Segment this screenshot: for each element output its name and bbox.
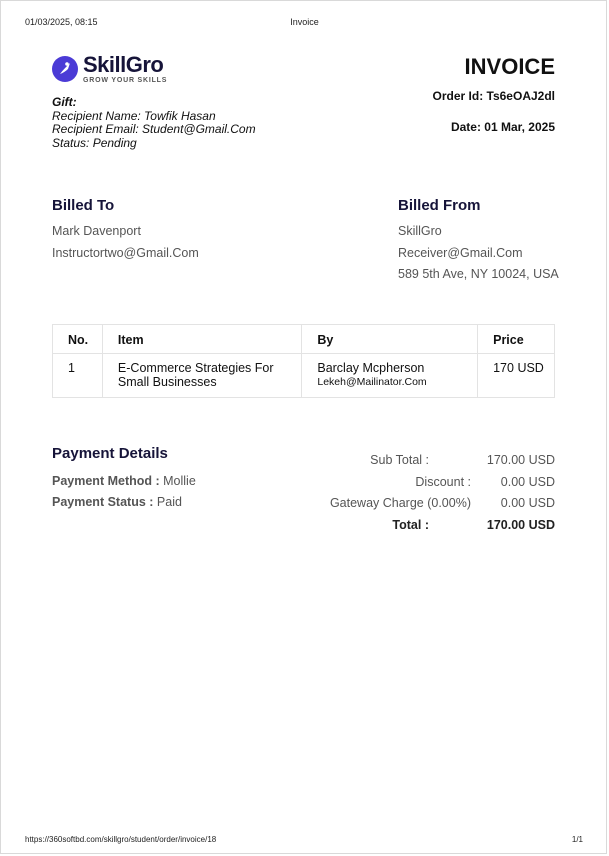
print-title: Invoice [290,17,319,27]
billed-from [398,197,559,286]
billed-to-heading: Billed To [52,197,115,214]
invoice-date: Date: 01 Mar, 2025 [450,120,555,134]
row-by-email: Lekeh@Mailinator.Com [317,376,427,388]
billed-to-email: Instructortwo@Gmail.Com [52,245,199,260]
row-no: 1 [53,354,103,398]
logo-mark-icon [52,56,78,82]
column-header-price: Price [478,325,555,354]
row-item: E-Commerce Strategies For Small Businesses [102,354,301,398]
gift-title: Gift: [52,95,77,109]
discount-label: Discount : [415,474,471,489]
payment-method-label: Payment Method : [52,474,160,488]
brand-tagline: GROW YOUR SKILLS [83,77,168,84]
total-value: 170.00 USD [486,517,555,532]
gift-recipient-email: Recipient Email: Student@Gmail.Com [52,122,256,136]
order-id: Order Id: Ts6eOAJ2dl [432,89,555,103]
gateway-label: Gateway Charge (0.00%) [329,496,471,510]
payment-status [52,492,196,513]
discount-value: 0.00 USD [500,474,555,489]
print-page-number: 1/1 [571,835,583,844]
subtotal-label: Sub Total : [370,453,429,467]
row-by [302,354,478,398]
total-label: Total : [392,517,429,532]
row-by-name: Barclay Mcpherson [317,361,425,375]
brand-name: SkillGro [83,52,164,77]
gateway-value: 0.00 USD [500,496,555,510]
payment-status-value: Paid [156,495,182,509]
gift-status: Status: Pending [52,135,137,150]
billed-from-name: SkillGro [398,224,442,238]
payment-method-value: Mollie [163,474,196,488]
billed-to [52,197,199,264]
gift-recipient-name: Recipient Name: Towfik Hasan [52,108,216,123]
column-header-by: By [302,325,478,354]
print-date: 01/03/2025, 08:15 [25,17,98,27]
skillgro-logo [52,54,167,84]
payment-status-label: Payment Status : [52,495,154,509]
payment-method [52,471,196,492]
payment-heading: Payment Details [52,445,168,462]
invoice-header [433,54,555,134]
billed-to-name: Mark Davenport [52,224,141,238]
gift-info [52,96,256,150]
row-price: 170 USD [478,354,555,398]
invoice-items-table [52,324,555,398]
subtotal-value: 170.00 USD [486,453,555,467]
invoice-title: INVOICE [464,54,555,79]
column-header-no: No. [53,325,103,354]
payment-details [52,445,196,513]
table-row [53,354,555,398]
table-header-row [53,325,555,354]
billed-from-heading: Billed From [398,197,481,214]
totals-values [487,450,555,536]
column-header-item: Item [102,325,301,354]
totals-labels [300,450,471,536]
billed-from-email: Receiver@Gmail.Com [398,245,523,260]
billed-from-address: 589 5th Ave, NY 10024, USA [398,267,559,281]
print-url: https://360softbd.com/skillgro/student/order/invoice/18 [25,835,217,844]
